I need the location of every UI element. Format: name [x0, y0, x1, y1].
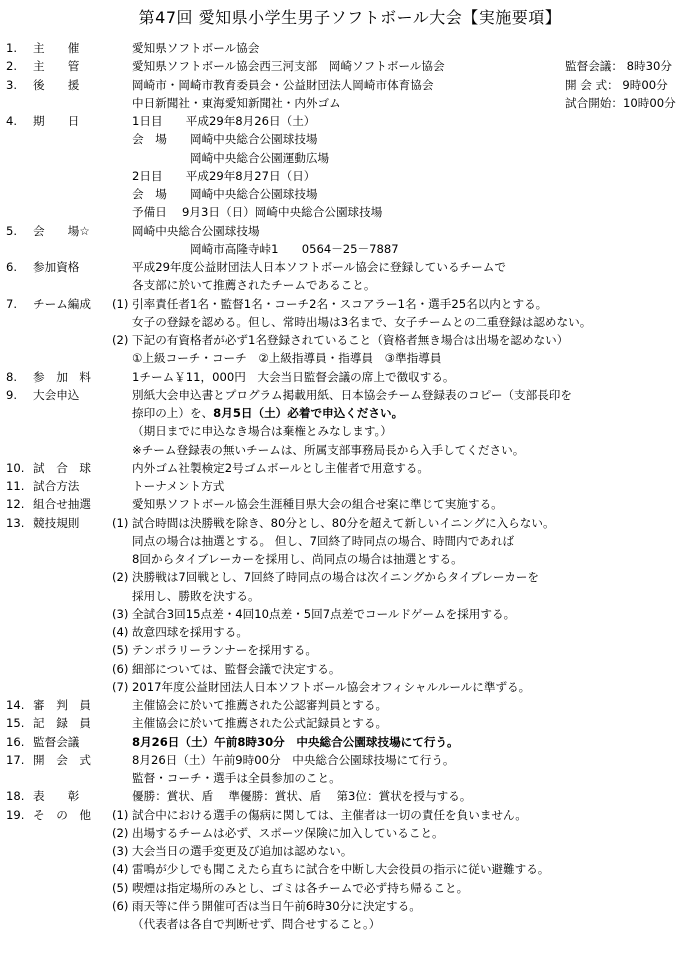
item-text: （代表者は各自で判断せず、問合せすること。）: [132, 917, 381, 931]
list-item: [0, 842, 700, 860]
item-text: 出場するチームは必ず、スポーツ保険に加入していること。: [132, 825, 444, 840]
list-item: [0, 860, 700, 878]
item-text: 引率責任者1名・監督1名・コーチ2名・スコアラー1名・選手25名以内とする。: [132, 296, 548, 311]
item-text: 1チーム￥11，000円 大会当日監督会議の席上で徴収する。: [132, 369, 455, 384]
list-item: [0, 751, 700, 769]
item-label: 審 判 員: [33, 698, 91, 712]
list-item: [0, 185, 700, 203]
list-item: [0, 915, 700, 933]
item-text: 採用し、勝敗を決する。: [132, 588, 260, 603]
item-text: 雨天等に伴う開催可否は当日午前6時30分に決定する。: [132, 898, 421, 913]
item-subnumber: (4): [112, 862, 129, 877]
item-text: 予備日 9月3日（日）岡崎中央総合公園球技場: [132, 205, 383, 220]
item-number: 17.: [6, 752, 25, 767]
list-item: [0, 733, 700, 751]
item-text: 愛知県ソフトボール協会西三河支部 岡崎ソフトボール協会: [132, 59, 445, 74]
schedule-note: 試合開始：10時00分: [565, 95, 676, 110]
list-item: [0, 641, 700, 659]
item-text: 8回からタイブレーカーを採用し、尚同点の場合は抽選とする。: [132, 552, 463, 566]
item-number: 7.: [6, 296, 18, 311]
item-subnumber: (1): [112, 807, 129, 822]
item-text: [132, 733, 459, 751]
item-number: 16.: [6, 734, 25, 749]
item-text: 岡崎中央総合公園球技場: [132, 223, 260, 238]
item-emphasis: 8月5日（土）必着で申込ください。: [213, 406, 404, 420]
item-text: 優勝：賞状、盾 準優勝：賞状、盾 第3位：賞状を授与する。: [132, 789, 472, 804]
item-number: 6.: [6, 260, 18, 274]
list-item: [0, 623, 700, 641]
item-number: 12.: [6, 497, 25, 512]
item-text: 会 場 岡崎中央総合公園球技場: [132, 187, 318, 201]
list-item: [0, 587, 700, 605]
item-label: 主 催: [33, 41, 80, 55]
list-item: [0, 459, 700, 477]
item-number: 1.: [6, 41, 18, 55]
list-item: [0, 404, 700, 422]
list-item: [0, 532, 700, 550]
item-label: 競技規則: [33, 515, 80, 530]
item-subnumber: (3): [112, 844, 129, 858]
list-item: [0, 130, 700, 148]
item-text: 決勝戦は7回戦とし、7回終了時同点の場合は次イニングからタイブレーカーを: [132, 570, 539, 585]
item-text: 岡崎市高隆寺峠1 0564－25－7887: [132, 241, 399, 256]
list-item: [0, 605, 700, 623]
item-text: 岡崎市・岡崎市教育委員会・公益財団法人岡崎市体育協会: [132, 77, 434, 92]
list-item: [0, 769, 700, 787]
list-item: [0, 824, 700, 842]
item-subnumber: (5): [112, 880, 129, 895]
list-item: [0, 331, 700, 349]
item-label: 参 加 料: [33, 369, 91, 384]
list-item: [0, 422, 700, 440]
item-subnumber: (6): [112, 898, 129, 913]
item-number: 10.: [6, 460, 25, 475]
item-text: （期日までに申込なき場合は棄権とみなします。）: [132, 424, 392, 439]
list-item: [0, 349, 700, 367]
list-item: [0, 879, 700, 897]
list-item: [0, 76, 700, 94]
list-item: [0, 495, 700, 513]
list-item: [0, 550, 700, 568]
list-item: [0, 313, 700, 331]
list-item: [0, 787, 700, 805]
item-text: 全試合3回15点差・4回10点差・5回7点差でコールドゲームを採用する。: [132, 606, 516, 621]
list-item: [0, 806, 700, 824]
list-item: [0, 39, 700, 57]
item-number: 9.: [6, 387, 18, 402]
item-text: 8月26日（土）午前9時00分 中央総合公園球技場にて行う。: [132, 752, 455, 767]
item-text: 故意四球を採用する。: [132, 625, 248, 639]
list-item: [0, 696, 700, 714]
item-text: 下記の有資格者が必ず1名登録されていること（資格者無き場合は出場を認めない）: [132, 333, 569, 347]
list-item: [0, 203, 700, 221]
item-label: 参加資格: [33, 260, 80, 274]
item-text: 岡崎中央総合公園運動広場: [132, 150, 330, 165]
schedule-note: 監督会議： 8時30分: [565, 59, 672, 74]
schedule-note: 開 会 式： 9時00分: [565, 77, 668, 92]
item-text: 各支部に於いて推薦されたチームであること。: [132, 278, 376, 293]
item-number: 14.: [6, 698, 25, 712]
list-item: [0, 514, 700, 532]
item-text: 1日目 平成29年8月26日（土）: [132, 114, 316, 128]
item-text: 愛知県ソフトボール協会生涯種目県大会の組合せ案に準じて実施する。: [132, 497, 503, 512]
item-emphasis: 8月26日（土）午前8時30分 中央総合公園球技場にて行う。: [132, 734, 459, 749]
list-item: [0, 167, 700, 185]
item-text: 内外ゴム社製検定2号ゴムボールとし主催者で用意する。: [132, 460, 429, 475]
item-text: 監督・コーチ・選手は全員参加のこと。: [132, 771, 341, 785]
item-number: 2.: [6, 59, 18, 74]
item-text: 大会当日の選手変更及び追加は認めない。: [132, 844, 353, 858]
list-item: [0, 714, 700, 732]
item-subnumber: (1): [112, 515, 129, 530]
item-label: 後 援: [33, 77, 80, 92]
item-text: ①上級コーチ・コーチ ②上級指導員・指導員 ③準指導員: [132, 351, 442, 366]
item-text: 雷鳴が少しでも聞こえたら直ちに試合を中断し大会役員の指示に従い避難する。: [132, 862, 550, 877]
item-text: 会 場 岡崎中央総合公園球技場: [132, 132, 318, 147]
item-text: 中日新聞社・東海愛知新聞社・内外ゴム: [132, 95, 341, 110]
item-subnumber: (4): [112, 625, 129, 639]
item-number: 5.: [6, 223, 18, 238]
item-label: 試合方法: [33, 479, 80, 493]
item-subnumber: (5): [112, 643, 129, 658]
item-number: 11.: [6, 479, 25, 493]
item-label: そ の 他: [33, 807, 91, 822]
item-text: 試合中における選手の傷病に関しては、主催者は一切の責任を負いません。: [132, 807, 527, 822]
item-text: 試合時間は決勝戦を除き、80分とし、80分を超えて新しいイニングに入らない。: [132, 515, 555, 530]
item-subnumber: (3): [112, 606, 129, 621]
item-label: 開 会 式: [33, 752, 91, 767]
item-subnumber: (6): [112, 661, 129, 676]
list-item: [0, 897, 700, 915]
list-item: [0, 222, 700, 240]
list-item: [0, 57, 700, 75]
list-item: [0, 568, 700, 586]
list-item: [0, 441, 700, 459]
item-label: 表 彰: [33, 789, 80, 804]
list-item: [0, 678, 700, 696]
item-text: 2017年度公益財団法人日本ソフトボール協会オフィシャルルールに準ずる。: [132, 679, 531, 694]
item-subnumber: (2): [112, 333, 129, 347]
item-label: 大会申込: [33, 387, 80, 402]
document-title: 第47回 愛知県小学生男子ソフトボール大会【実施要項】: [138, 8, 562, 27]
list-item: [0, 276, 700, 294]
list-item: [0, 368, 700, 386]
list-item: [0, 94, 700, 112]
item-subnumber: (1): [112, 296, 129, 311]
item-number: 8.: [6, 369, 18, 384]
list-item: [0, 112, 700, 130]
list-item: [0, 295, 700, 313]
item-text: 2日目 平成29年8月27日（日）: [132, 168, 316, 183]
list-item: [0, 258, 700, 276]
item-number: 19.: [6, 807, 25, 822]
list-item: [0, 477, 700, 495]
item-text: 平成29年度公益財団法人日本ソフトボール協会に登録しているチームで: [132, 260, 506, 274]
item-text: 愛知県ソフトボール協会: [132, 41, 260, 55]
item-text: 女子の登録を認める。但し、常時出場は3名まで、女子チームとの二重登録は認めない。: [132, 314, 592, 329]
item-subnumber: (2): [112, 570, 129, 585]
list-item: [0, 240, 700, 258]
item-number: 3.: [6, 77, 18, 92]
item-number: 13.: [6, 515, 25, 530]
item-number: 4.: [6, 114, 18, 128]
item-label: チーム編成: [33, 296, 91, 311]
item-text: 喫煙は指定場所のみとし、ゴミは各チームで必ず持ち帰ること。: [132, 880, 469, 895]
item-label: 組合せ抽選: [33, 497, 91, 512]
item-label: 記 録 員: [33, 716, 91, 731]
item-text: ※チーム登録表の無いチームは、所属支部事務局長から入手してください。: [132, 442, 525, 457]
item-text: 同点の場合は抽選とする。 但し、7回終了時同点の場合、時間内であれば: [132, 533, 515, 548]
list-item: [0, 660, 700, 678]
item-text: 別紙大会申込書とプログラム掲載用紙、日本協会チーム登録表のコピー（支部長印を: [132, 387, 572, 402]
item-label: 主 管: [33, 59, 80, 74]
list-item: [0, 386, 700, 404]
item-label: 会 場☆: [33, 223, 90, 238]
item-text: 捺印の上）を、8月5日（土）必着で申込ください。: [132, 406, 404, 420]
item-label: 試 合 球: [33, 460, 91, 475]
item-number: 18.: [6, 789, 25, 804]
item-subnumber: (7): [112, 679, 129, 694]
item-text: 主催協会に於いて推薦された公認審判員とする。: [132, 698, 388, 712]
list-item: [0, 149, 700, 167]
item-text: テンポラリーランナーを採用する。: [132, 643, 317, 658]
item-text: 細部については、監督会議で決定する。: [132, 661, 341, 676]
item-label: 監督会議: [33, 734, 80, 749]
item-number: 15.: [6, 716, 25, 731]
item-subnumber: (2): [112, 825, 129, 840]
item-label: 期 日: [33, 114, 80, 128]
item-text: 主催協会に於いて推薦された公式記録員とする。: [132, 716, 388, 731]
item-text: トーナメント方式: [132, 479, 225, 493]
